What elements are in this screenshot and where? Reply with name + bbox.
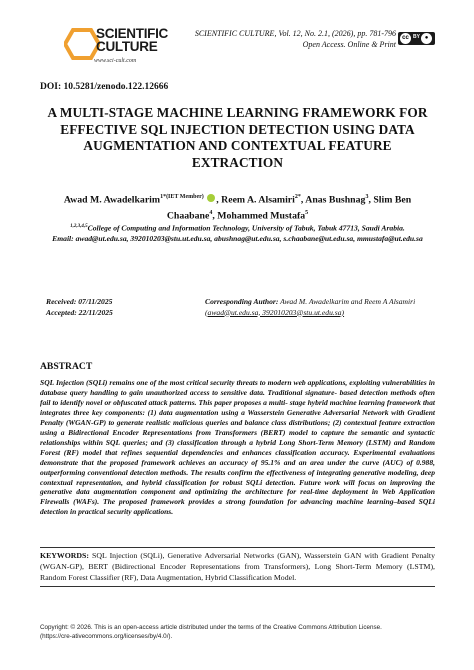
author-5: Mohammed Mustafa: [217, 210, 306, 222]
person-icon: ●: [421, 33, 432, 44]
hexagon-logo-icon: [64, 28, 100, 60]
received-date: Received: 07/11/2025: [46, 297, 113, 306]
orcid-icon[interactable]: [207, 194, 215, 202]
doi[interactable]: DOI: 10.5281/zenodo.122.12666: [40, 82, 169, 92]
author-2-sup: 2*: [294, 194, 301, 200]
affiliation-line: College of Computing and Information Technology, University of Tabuk, Tabuk 47713, Saudi Arabia.: [87, 223, 405, 233]
author-2: Reem A. Alsamiri: [221, 194, 295, 206]
author-4-sup: 4: [209, 209, 213, 216]
abstract-heading: ABSTRACT: [40, 361, 93, 372]
logo-wordmark: [96, 27, 168, 53]
logo-line-1: SCIENTIFIC: [96, 26, 169, 41]
corresponding-emails[interactable]: (awad@ut.edu.sa, 392010203@stu.ut.edu.sa): [205, 307, 345, 317]
author-1-sup: 1*(IET Member): [160, 194, 204, 200]
corresponding-author: [205, 297, 435, 318]
journal-citation: SCIENTIFIC CULTURE, Vol. 12, No. 2.1, (2026), pp. 781-796: [194, 29, 396, 38]
author-3: Anas Bushnag: [305, 194, 366, 206]
license-url[interactable]: (https://cre-ativecommons.org/licenses/by/4.0/).: [40, 632, 173, 640]
corresponding-label: Corresponding Author:: [205, 297, 279, 306]
by-text: BY: [413, 34, 420, 40]
author-list: Awad M. Awadelkarim$^{1*(IET Member)}$ , Reem A. Alsamiri$^{2*}$, Anas Bushnag$^3$, Slim Ben Chaabane$^4$, Mohammed Mustafa$^5$: [63, 194, 412, 222]
affiliation: [40, 222, 435, 245]
affiliation-emails: Email: awad@ut.edu.sa, 392010203@stu.ut.edu.sa, abushnag@ut.edu.sa, s.chaabane@ut.edu.sa, mmustafa@ut.edu.sa: [52, 234, 423, 244]
author-5-sup: 5: [305, 209, 309, 216]
author-4: Slim Ben Chaabane: [166, 194, 412, 222]
keywords-label: KEYWORDS:: [40, 551, 89, 560]
affiliation-sup: 1,2,3,4,5: [70, 224, 88, 229]
author-1: Awad M. Awadelkarim: [63, 194, 161, 206]
keywords-block: [40, 547, 435, 587]
journal-info: [195, 28, 396, 50]
copyright-footer: [40, 624, 435, 642]
paper-title: A MULTI-STAGE MACHINE LEARNING FRAMEWORK FOR EFFECTIVE SQL INJECTION DETECTION USING DATA AUGMENTATION AND CONTEXTUAL FEATURE EXTRACTION: [47, 105, 428, 170]
dates-block: [46, 297, 113, 318]
accepted-date: Accepted: 22/11/2025: [46, 307, 113, 317]
abstract-text: SQL Injection (SQLi) remains one of the most critical security threats to modern web applications, exploiting vulnerabilities in database query handling to gain unauthorized access to sensitive data. Traditional signature- based detection methods often fail to identify novel or obfuscated attack patterns. This paper proposes a multi- stage hybrid machine learning framework that integrates three key components: (1) data augmentation using a Wasserstein Generative Adversarial Network with Gradient Penalty (WGAN-GP) to generate realistic malicious queries and balance class distributions; (2) contextual feature extraction using a Bidirectional Encoder Representations from Transformers (BERT) model to capture the semantic and syntactic relationships within SQL queries; and (3) classification through a hybrid Long Short-Term Memory (LSTM) and Random Forest (RF) model that refines sequential dependencies and enhances classification accuracy. Experimental evaluations demonstrate that the proposed framework achieves an accuracy of 95.1% and an area under the curve (AUC) of 0.988, outperforming conventional detection methods. The results confirm the effectiveness of integrating generative modeling, deep contextual representation, and hybrid classification for robust SQLi detection. Future work will focus on improving the generative data augmentation component and optimizing the architecture for real-time deployment in Web Application Firewalls (WAFs). The proposed framework provides a strong foundation for advancing machine learning–based SQLi detection in practical security applications.: [40, 378, 435, 517]
logo-line-2: CULTURE: [96, 39, 158, 54]
journal-access: Open Access. Online & Print: [302, 40, 396, 49]
author-3-sup: 3: [365, 194, 369, 200]
copyright-line: Copyright: © 2026. This is an open-access article distributed under the terms of the Creative Commons Attribution License.: [40, 624, 382, 631]
journal-logo[interactable]: [64, 24, 169, 68]
keywords-text: SQL Injection (SQLi), Generative Adversarial Networks (GAN), Wasserstein GAN with Gradient Penalty (WGAN-GP), BERT (Bidirectional Encoder Representations from Transformers), Long Short-Term Memory (LSTM), Random Forest Classifier (RF), Data Augmentation, Hybrid Classification Model.: [40, 551, 435, 582]
cc-circle: cc: [400, 33, 411, 44]
logo-url[interactable]: www.sci-cult.com: [94, 58, 137, 64]
corresponding-names: Awad M. Awadelkarim and Reem A Alsamiri: [280, 297, 416, 306]
cc-by-icon[interactable]: [398, 32, 435, 45]
